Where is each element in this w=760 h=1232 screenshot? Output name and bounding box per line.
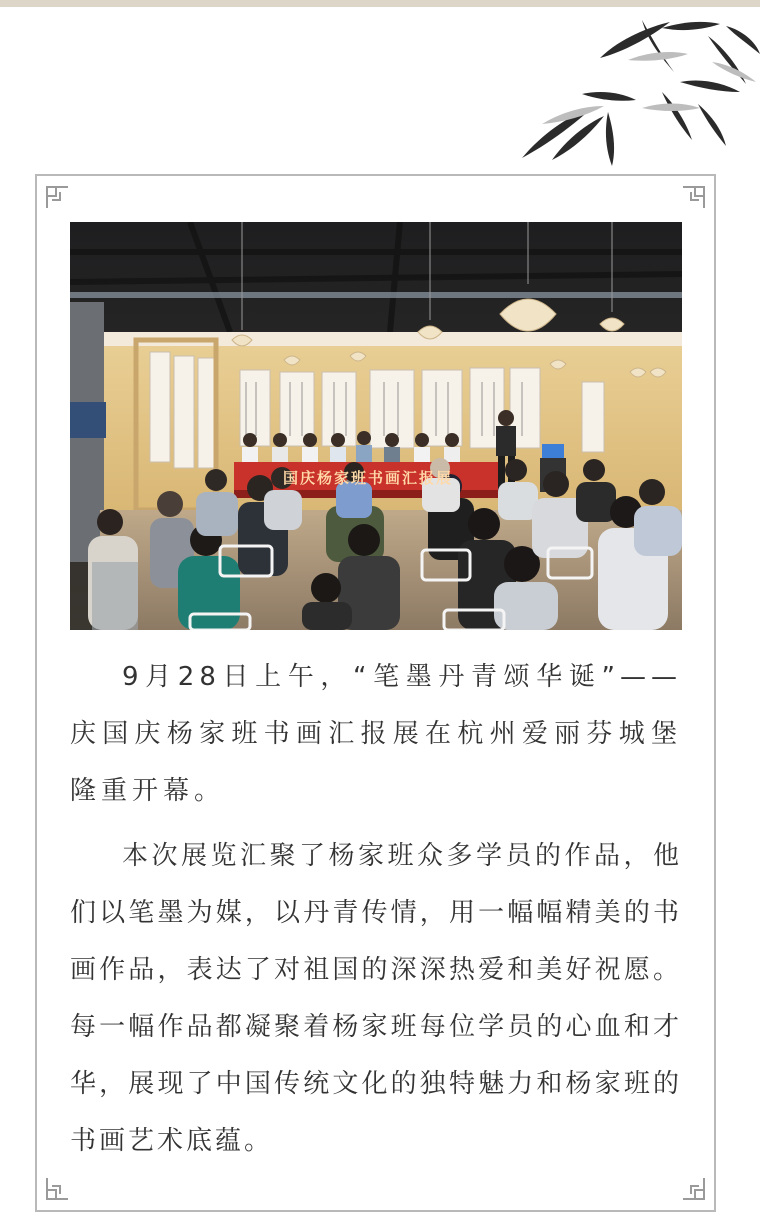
article-paragraph-2: 本次展览汇聚了杨家班众多学员的作品，他们以笔墨为媒，以丹青传情，用一幅幅精美的书画作品，表达了对祖国的深深热爱和美好祝愿。每一幅作品都凝聚着杨家班每位学员的心血和才华，展现了中国传统文化的独特魅力和杨家班的书画艺术底蕴。 [70, 841, 682, 1156]
article-paragraph-1: 9月28日上午，“笔墨丹青颂华诞”——庆国庆杨家班书画汇报展在杭州爱丽芬城堡隆重开幕。 [70, 662, 682, 806]
top-decorative-strip [0, 0, 760, 7]
bamboo-leaves-icon [512, 8, 760, 166]
fret-corner-icon [44, 1176, 70, 1202]
fret-corner-icon [681, 184, 707, 210]
fret-corner-icon [681, 1176, 707, 1202]
exhibition-photo [70, 222, 682, 630]
fret-corner-icon [44, 184, 70, 210]
banner-text: 国庆杨家班书画汇报展 [282, 469, 454, 487]
